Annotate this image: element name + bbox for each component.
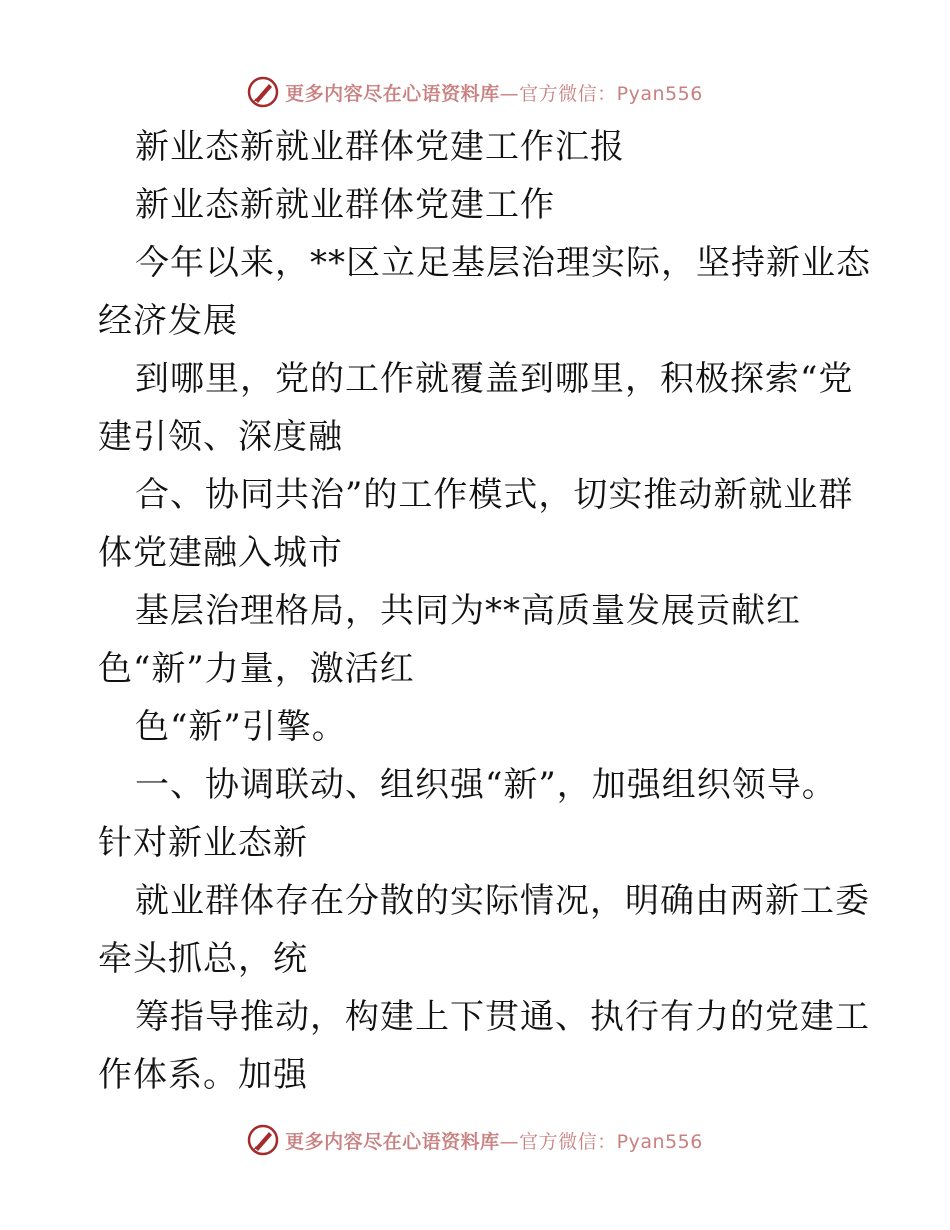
paragraph-line: 经济发展	[98, 301, 238, 341]
paragraph-line: 就业群体存在分散的实际情况，明确由两新工委	[135, 881, 870, 921]
quill-pen-logo-icon	[247, 1124, 279, 1156]
paragraph-line: 色“新”引擎。	[135, 707, 347, 747]
footer-separator: —	[499, 1130, 520, 1153]
quill-pen-logo-icon	[247, 76, 279, 108]
paragraph-line: 今年以来，**区立足基层治理实际，坚持新业态	[135, 243, 871, 283]
footer-brand-text: 更多内容尽在心语资料库	[285, 1130, 500, 1153]
footer-contact-text: 官方微信：Pyan556	[519, 1130, 703, 1153]
footer-banner-text	[285, 1127, 703, 1154]
document-title: 新业态新就业群体党建工作汇报	[135, 127, 625, 167]
paragraph-line: 色“新”力量，激活红	[98, 649, 415, 689]
paragraph-line: 建引领、深度融	[98, 417, 343, 457]
footer-banner	[0, 1118, 950, 1162]
section-heading-line: 一、协调联动、组织强“新”，加强组织领导。	[135, 765, 837, 805]
header-contact-text: 官方微信：Pyan556	[519, 82, 703, 105]
paragraph-line: 到哪里，党的工作就覆盖到哪里，积极探索“党	[135, 359, 854, 399]
paragraph-line: 作体系。加强	[98, 1055, 308, 1095]
paragraph-line: 基层治理格局，共同为**高质量发展贡献红	[135, 591, 801, 631]
paragraph-line: 牵头抓总，统	[98, 939, 308, 979]
paragraph-line: 针对新业态新	[98, 823, 308, 863]
header-banner	[0, 70, 950, 114]
paragraph-line: 合、协同共治”的工作模式，切实推动新就业群	[135, 475, 854, 515]
document-subtitle: 新业态新就业群体党建工作	[135, 185, 555, 225]
header-banner-text	[285, 79, 703, 106]
document-body	[0, 118, 950, 1104]
header-brand-text: 更多内容尽在心语资料库	[285, 82, 500, 105]
paragraph-line: 体党建融入城市	[98, 533, 343, 573]
header-separator: —	[499, 82, 520, 105]
paragraph-line: 筹指导推动，构建上下贯通、执行有力的党建工	[135, 997, 870, 1037]
